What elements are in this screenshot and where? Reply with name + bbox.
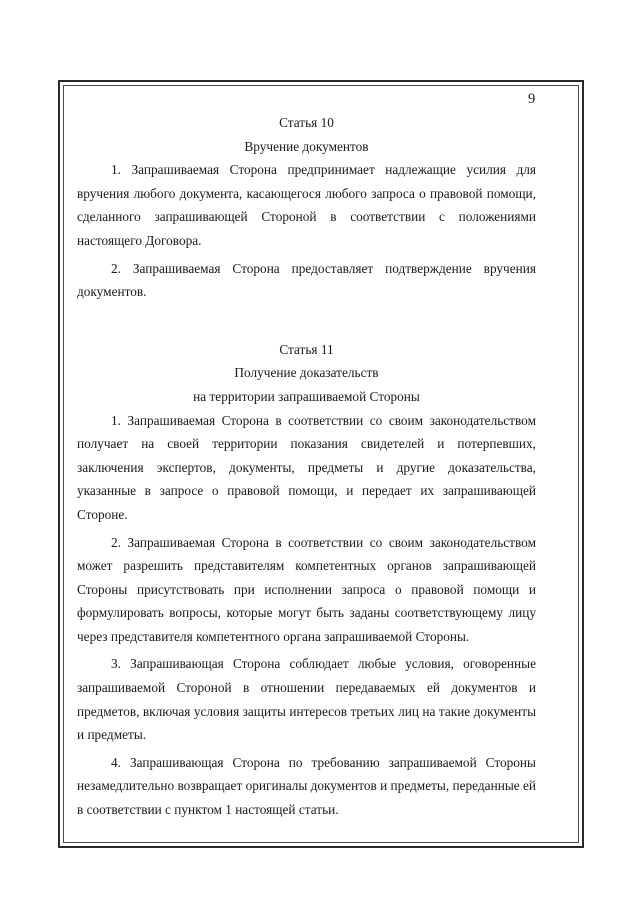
document-body: [77, 111, 536, 822]
article-10: [77, 111, 536, 304]
paragraph: 2. Запрашиваемая Сторона предоставляет подтверждение вручения документов.: [77, 260, 536, 300]
page-number: 9: [528, 91, 536, 107]
paragraph: 4. Запрашивающая Сторона по требованию запрашиваемой Стороны незамедлительно возвращает оригиналы документов и предметы, переданные ей в соответствии с пунктом 1 настоящей статьи.: [77, 754, 536, 818]
article-title: Статья 10: [279, 115, 334, 130]
paragraph: 2. Запрашиваемая Сторона в соответствии со своим законодательством может разрешить представителям компетентных органов запрашивающей Стороны присутствовать при исполнении запроса о правовой помощи и формулировать вопросы, которые могут быть заданы соответствующему лицу через представителя компетентного органа запрашиваемой Стороны.: [77, 534, 536, 644]
article-subtitle: Вручение документов: [244, 138, 369, 154]
paragraph: 1. Запрашиваемая Сторона предпринимает надлежащие усилия для вручения любого документа, касающегося любого запроса о правовой помощи, сделанного запрашивающей Стороной в соответствии с положениями настоящего Договора.: [77, 162, 536, 248]
article-subtitle: Получение доказательств: [234, 365, 379, 381]
article-11: [77, 338, 536, 822]
article-subtitle: на территории запрашиваемой Стороны: [193, 388, 420, 404]
paragraph: 1. Запрашиваемая Сторона в соответствии со своим законодательством получает на своей территории показания свидетелей и потерпевших, заключения экспертов, документы, предметы и другие доказательства, указанные в запросе о правовой помощи, и передает их запрашивающей Стороне.: [77, 412, 536, 522]
paragraph: 3. Запрашивающая Сторона соблюдает любые условия, оговоренные запрашиваемой Стороной в отношении передаваемых ей документов и предметов, включая условия защиты интересов третьих лиц на такие документы и предметы.: [77, 656, 536, 743]
article-title: Статья 11: [279, 341, 334, 357]
